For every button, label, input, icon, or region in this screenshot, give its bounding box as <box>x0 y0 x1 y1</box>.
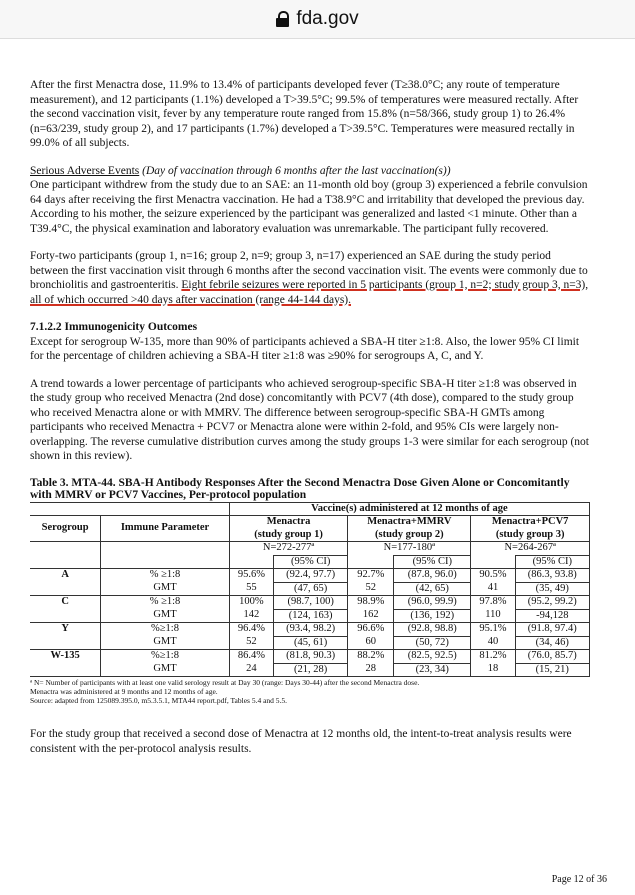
ci-cell: (124, 163) <box>274 609 348 623</box>
ci-cell: (86.3, 93.8) <box>515 569 589 583</box>
value-cell: 98.9% <box>348 596 394 610</box>
col-serogroup: Serogroup <box>30 516 101 542</box>
value-cell: 162 <box>348 609 394 623</box>
value-cell: 142 <box>229 609 273 623</box>
footnote: ª N= Number of participants with at least one valid serology result at Day 30 (range: Days 30-44) after the second Menactra dose. <box>30 678 420 687</box>
sae-title: Serious Adverse Events <box>30 164 140 177</box>
value-cell: 110 <box>471 609 515 623</box>
serogroup-cell: A <box>30 569 101 583</box>
url-display[interactable] <box>276 8 358 30</box>
ci-cell: (15, 21) <box>515 663 589 677</box>
sae-body: One participant withdrew from the study due to an SAE: an 11-month old boy (group 3) experienced a febrile convulsion 64 days after receiving the first Menactra vaccination. He had a T38.9°C and irritability that developed the previous day. According to his mother, the seizure experienced by the participant was generalized and lasted <1 minute. Other than a T39.4°C, the physical examination and laboratory evaluation was unremarkable. The participant fully recovered. <box>30 179 588 235</box>
serogroup-cell: W-135 <box>30 650 101 664</box>
value-cell: 41 <box>471 582 515 596</box>
ci-cell: (23, 34) <box>394 663 471 677</box>
serogroup-cell: Y <box>30 623 101 637</box>
sae-summary-paragraph <box>30 249 592 307</box>
param-cell: % ≥1:8 <box>101 569 230 583</box>
sae-paragraph <box>30 164 592 237</box>
group1-name: Menactra <box>229 516 348 529</box>
immuno-paragraph-2: A trend towards a lower percentage of participants who achieved serogroup-specific SBA-H titer ≥1:8 was observed in the study group who received Menactra (2nd dose) concomitantly with PCV7 (4th dose), compared to the study group who received Menactra alone or with MMRV. The difference between serogroup-specific SBA-H GMTs among participants who received Menactra + PCV7 or Menactra alone were within 2-fold, and 95% CIs were largely non-overlapping. The reverse cumulative distribution curves among the study groups 1-3 were similar for each serogroup (not shown in this review). <box>30 377 589 462</box>
ci-cell: (95.2, 99.2) <box>515 596 589 610</box>
ci-cell: (81.8, 90.3) <box>274 650 348 664</box>
table-row <box>30 650 590 664</box>
group1-n: N=272-277ª <box>229 542 348 556</box>
super-header: Vaccine(s) administered at 12 months of age <box>229 502 589 516</box>
ci-cell: (96.0, 99.9) <box>394 596 471 610</box>
col-immune-parameter: Immune Parameter <box>101 516 230 542</box>
value-cell: 60 <box>348 636 394 650</box>
table-caption: Table 3. MTA-44. SBA-H Antibody Responses After the Second Menactra Dose Given Alone or Concomitantly with MMRV or PCV7 Vaccines, Per-protocol population <box>30 476 570 501</box>
fever-paragraph: After the first Menactra dose, 11.9% to 13.4% of participants developed fever (T≥38.0°C; any route of temperature measurement), and 12 participants (1.1%) developed a T>39.5°C; 99.5% of temperatures were measured rectally. After the second vaccination visit, fever by any temperature route ranged from 15.8% (n=58/366, study group 1) to 26.4% (n=63/239, study group 2), and 17 participants (1.7%) developed a T>39.5°C. Temperatures were measured rectally in 99.0% of all subjects. <box>30 79 579 149</box>
value-cell: 95.6% <box>229 569 273 583</box>
ci-cell: (92.8, 98.8) <box>394 623 471 637</box>
group1-ci: (95% CI) <box>274 555 348 569</box>
group2-name: Menactra+MMRV <box>348 516 471 529</box>
value-cell: 96.6% <box>348 623 394 637</box>
sae-summary-text: Forty-two participants (group 1, n=16; group 2, n=9; group 3, n=17) experienced an SAE during the study period between the first vaccination visit through 6 months after the second vaccination visit. The events were commonly due to bronchiolitis and gastroenteritis. <box>30 250 588 291</box>
value-cell: 96.4% <box>229 623 273 637</box>
ci-cell: (42, 65) <box>394 582 471 596</box>
value-cell: 100% <box>229 596 273 610</box>
sba-table <box>30 502 590 678</box>
value-cell: 95.1% <box>471 623 515 637</box>
value-cell: 81.2% <box>471 650 515 664</box>
param-cell: GMT <box>101 609 230 623</box>
lock-icon <box>276 11 289 27</box>
value-cell: 52 <box>348 582 394 596</box>
footnote: Source: adapted from 125089.395.0, m5.3.5.1, MTA44 report.pdf, Tables 5.4 and 5.5. <box>30 696 288 705</box>
ci-cell: (136, 192) <box>394 609 471 623</box>
value-cell: 88.2% <box>348 650 394 664</box>
ci-cell: (87.8, 96.0) <box>394 569 471 583</box>
table-row <box>30 582 590 596</box>
param-cell: % ≥1:8 <box>101 596 230 610</box>
table-row <box>30 623 590 637</box>
group3-n: N=264-267ª <box>471 542 590 556</box>
closing-paragraph: For the study group that received a second dose of Menactra at 12 months old, the intent-to-treat analysis results were consistent with the per-protocol analysis results. <box>30 728 572 755</box>
group1-sub: (study group 1) <box>229 529 348 542</box>
value-cell: 92.7% <box>348 569 394 583</box>
group2-n: N=177-180ª <box>348 542 471 556</box>
page-number: Page 12 of 36 <box>551 874 607 885</box>
param-cell: %≥1:8 <box>101 623 230 637</box>
ci-cell: (21, 28) <box>274 663 348 677</box>
param-cell: GMT <box>101 636 230 650</box>
ci-cell: (45, 61) <box>274 636 348 650</box>
group2-ci: (95% CI) <box>394 555 471 569</box>
serogroup-cell: C <box>30 596 101 610</box>
table-row <box>30 636 590 650</box>
sae-subtitle: (Day of vaccination through 6 months after the last vaccination(s)) <box>142 164 451 177</box>
ci-cell: (93.4, 98.2) <box>274 623 348 637</box>
footnote: Menactra was administered at 9 months and 12 months of age. <box>30 687 218 696</box>
value-cell: 28 <box>348 663 394 677</box>
value-cell: 52 <box>229 636 273 650</box>
table-row <box>30 569 590 583</box>
ci-cell: (35, 49) <box>515 582 589 596</box>
value-cell: 86.4% <box>229 650 273 664</box>
table-row <box>30 609 590 623</box>
ci-cell: (50, 72) <box>394 636 471 650</box>
param-cell: %≥1:8 <box>101 650 230 664</box>
ci-cell: (76.0, 85.7) <box>515 650 589 664</box>
highlighted-febrile-seizures: Eight febrile seizures were reported in 5 participants (group 1, n=2; study group 3, n=3), all of which occurred >40 days after vaccination (range 44-144 days). <box>30 279 589 306</box>
value-cell: 24 <box>229 663 273 677</box>
value-cell: 40 <box>471 636 515 650</box>
group3-name: Menactra+PCV7 <box>471 516 590 529</box>
param-cell: GMT <box>101 663 230 677</box>
value-cell: 97.8% <box>471 596 515 610</box>
table-row <box>30 596 590 610</box>
table-footnotes <box>30 678 592 705</box>
group3-ci: (95% CI) <box>515 555 589 569</box>
table-row <box>30 663 590 677</box>
url-text: fda.gov <box>296 8 359 29</box>
param-cell: GMT <box>101 582 230 596</box>
value-cell: 90.5% <box>471 569 515 583</box>
ci-cell: (34, 46) <box>515 636 589 650</box>
immuno-paragraph-1: Except for serogroup W-135, more than 90% of participants achieved a SBA-H titer ≥1:8. Also, the lower 95% CI limit for the percentage of children achieving a SBA-H titer ≥1:8 was ≥90% for serogroups A, C, and Y. <box>30 335 580 362</box>
value-cell: 55 <box>229 582 273 596</box>
group2-sub: (study group 2) <box>348 529 471 542</box>
group3-sub: (study group 3) <box>471 529 590 542</box>
section-heading: 7.1.2.2 Immunogenicity Outcomes <box>30 321 198 333</box>
ci-cell: (92.4, 97.7) <box>274 569 348 583</box>
ci-cell: (82.5, 92.5) <box>394 650 471 664</box>
ci-cell: -94,128 <box>515 609 589 623</box>
document-page <box>30 78 592 769</box>
ci-cell: (98.7, 100) <box>274 596 348 610</box>
ci-cell: (47, 65) <box>274 582 348 596</box>
browser-address-bar[interactable] <box>0 0 635 39</box>
value-cell: 18 <box>471 663 515 677</box>
ci-cell: (91.8, 97.4) <box>515 623 589 637</box>
